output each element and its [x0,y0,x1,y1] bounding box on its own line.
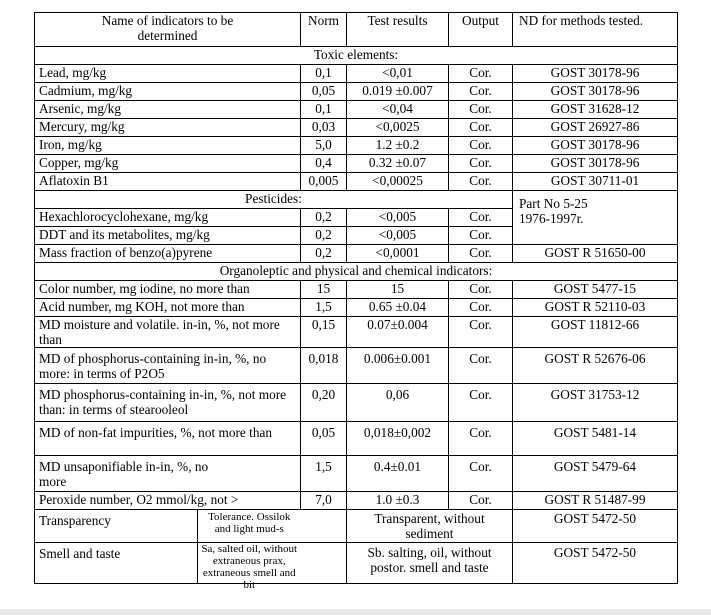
cell-result: <0,0001 [347,245,449,263]
table-row [35,299,678,317]
bottom-border-strip [0,609,711,615]
cell-result: 0.07±0.004 [347,317,449,348]
cell-norm: 0,2 [301,245,347,263]
cell-nd: GOST 30178-96 [513,83,678,101]
cell-nd: GOST 30178-96 [513,155,678,173]
cell-name [35,456,301,492]
cell-result: Sb. salting, oil, without postor. smell and taste [347,543,513,584]
cell-nd: GOST 30178-96 [513,137,678,155]
cell-result: Transparent, without sediment [347,510,513,543]
section-row-pesticides [35,191,678,209]
section-row-organoleptic [35,263,678,281]
section-title-organoleptic: Organoleptic and physical and chemical indicators: [35,263,678,281]
cell-nd: GOST 5479-64 [513,456,678,492]
table-row [35,456,678,492]
cell-norm: 0,005 [301,173,347,191]
table-row [35,422,678,456]
cell-name: MD of non-fat impurities, %, not more than [35,422,301,456]
table-row [35,281,678,299]
section-title-toxic: Toxic elements: [35,47,678,65]
table-row [35,510,678,543]
cell-output: Cor. [449,281,513,299]
cell-name: Lead, mg/kg [35,65,301,83]
cell-norm: 0,15 [301,317,347,348]
cell-result: <0,04 [347,101,449,119]
cell-norm: 0,03 [301,119,347,137]
cell-norm: 7,0 [301,492,347,510]
cell-output: Cor. [449,173,513,191]
cell-norm: 0,4 [301,155,347,173]
cell-nd: GOST R 52676-06 [513,348,678,384]
cell-name: Copper, mg/kg [35,155,301,173]
cell-name: Acid number, mg KOH, not more than [35,299,301,317]
nd-merged-text: Part No 5-25 1976-1997r. [519,196,588,226]
cell-result: 0,06 [347,384,449,422]
cell-nd: GOST 30178-96 [513,65,678,83]
cell-output: Cor. [449,119,513,137]
special-name: Smell and taste [35,543,198,583]
cell-norm: 0,1 [301,101,347,119]
section-title-pesticides: Pesticides: [35,191,513,209]
cell-result: <0,01 [347,65,449,83]
special-name: Transparency [35,510,198,542]
table-row [35,173,678,191]
header-row [35,13,678,47]
table-row [35,245,678,263]
table-row [35,137,678,155]
cell-output: Cor. [449,137,513,155]
cell-nd: GOST R 51487-99 [513,492,678,510]
cell-name: MD phosphorus-containing in-in, %, not more than: in terms of stearooleol [35,384,301,422]
table-row [35,317,678,348]
table-row [35,101,678,119]
cell-output: Cor. [449,245,513,263]
table-row [35,492,678,510]
section-row-toxic [35,47,678,65]
cell-norm-spacer [301,510,347,543]
cell-output: Cor. [449,65,513,83]
cell-norm: 1,5 [301,299,347,317]
cell-name: MD of phosphorus-containing in-in, %, no more: in terms of P2O5 [35,348,301,384]
cell-norm: 0,018 [301,348,347,384]
cell-output: Cor. [449,101,513,119]
cell-result: 15 [347,281,449,299]
cell-result: <0,005 [347,227,449,245]
table-row [35,65,678,83]
table-row [35,384,678,422]
table-row [35,348,678,384]
cell-output: Cor. [449,227,513,245]
cell-nd: GOST 31753-12 [513,384,678,422]
cell-norm: 0,2 [301,209,347,227]
cell-nd: GOST 5481-14 [513,422,678,456]
cell-output: Cor. [449,422,513,456]
header-norm: Norm [301,13,347,47]
cell-name: Arsenic, mg/kg [35,101,301,119]
cell-result: 0.32 ±0.07 [347,155,449,173]
cell-result: <0,0025 [347,119,449,137]
cell-name: Aflatoxin B1 [35,173,301,191]
cell-name: Hexachlorocyclohexane, mg/kg [35,209,301,227]
cell-result: 0.4±0.01 [347,456,449,492]
cell-output: Cor. [449,209,513,227]
cell-nd: GOST R 52110-03 [513,299,678,317]
cell-output: Cor. [449,83,513,101]
cell-name: Peroxide number, O2 mmol/kg, not > [35,492,301,510]
cell-output: Cor. [449,348,513,384]
cell-norm: 0,05 [301,422,347,456]
cell-result: 1.0 ±0.3 [347,492,449,510]
cell-name: Iron, mg/kg [35,137,301,155]
table-row [35,83,678,101]
test-results-table [34,12,678,591]
cell-name: DDT and its metabolites, mg/kg [35,227,301,245]
cell-result: <0,00025 [347,173,449,191]
results-table-container [34,12,677,591]
cell-output: Cor. [449,384,513,422]
cell-output: Cor. [449,155,513,173]
cell-norm: 0,05 [301,83,347,101]
cell-name: Cadmium, mg/kg [35,83,301,101]
cell-result: 0.006±0.001 [347,348,449,384]
cell-nd: GOST 31628-12 [513,101,678,119]
special-norm: Tolerance. Ossilok and light mud-s [208,511,291,535]
cell-nd: GOST R 51650-00 [513,245,678,263]
cell-norm: 1,5 [301,456,347,492]
header-nd: ND for methods tested. [513,13,678,47]
cell-nd: GOST 5472-50 [513,510,678,543]
cell-name: MD moisture and volatile. in-in, %, not more than [35,317,301,348]
table-row [35,155,678,173]
special-norm: Sa, salted oil, without extraneous prax, extraneous smell and bit [201,543,298,591]
cell-nd: GOST 30711-01 [513,173,678,191]
cell-norm-spacer [301,543,347,584]
header-name: Name of indicators to be determined [35,13,301,47]
cell-result: 0.65 ±0.04 [347,299,449,317]
cell-result: 1.2 ±0.2 [347,137,449,155]
cell-result: 0.019 ±0.007 [347,83,449,101]
cell-name [35,543,301,591]
cell-nd: GOST 11812-66 [513,317,678,348]
cell-name: Mass fraction of benzo(a)pyrene [35,245,301,263]
cell-norm: 5,0 [301,137,347,155]
cell-result: 0,018±0,002 [347,422,449,456]
cell-output: Cor. [449,492,513,510]
cell-name-text: MD unsaponifiable in-in, %, no more [39,459,209,489]
cell-norm: 15 [301,281,347,299]
cell-name: Mercury, mg/kg [35,119,301,137]
cell-output: Cor. [449,299,513,317]
cell-norm: 0,2 [301,227,347,245]
cell-output: Cor. [449,456,513,492]
cell-norm: 0,1 [301,65,347,83]
header-output: Output [449,13,513,47]
cell-name: Color number, mg iodine, no more than [35,281,301,299]
cell-output: Cor. [449,317,513,348]
cell-nd: GOST 5477-15 [513,281,678,299]
cell-nd: GOST 5472-50 [513,543,678,584]
header-results: Test results [347,13,449,47]
cell-nd: GOST 26927-86 [513,119,678,137]
table-row [35,543,678,584]
cell-norm: 0,20 [301,384,347,422]
table-row [35,119,678,137]
cell-result: <0,005 [347,209,449,227]
cell-nd-merged [513,191,678,245]
cell-name [35,510,301,543]
